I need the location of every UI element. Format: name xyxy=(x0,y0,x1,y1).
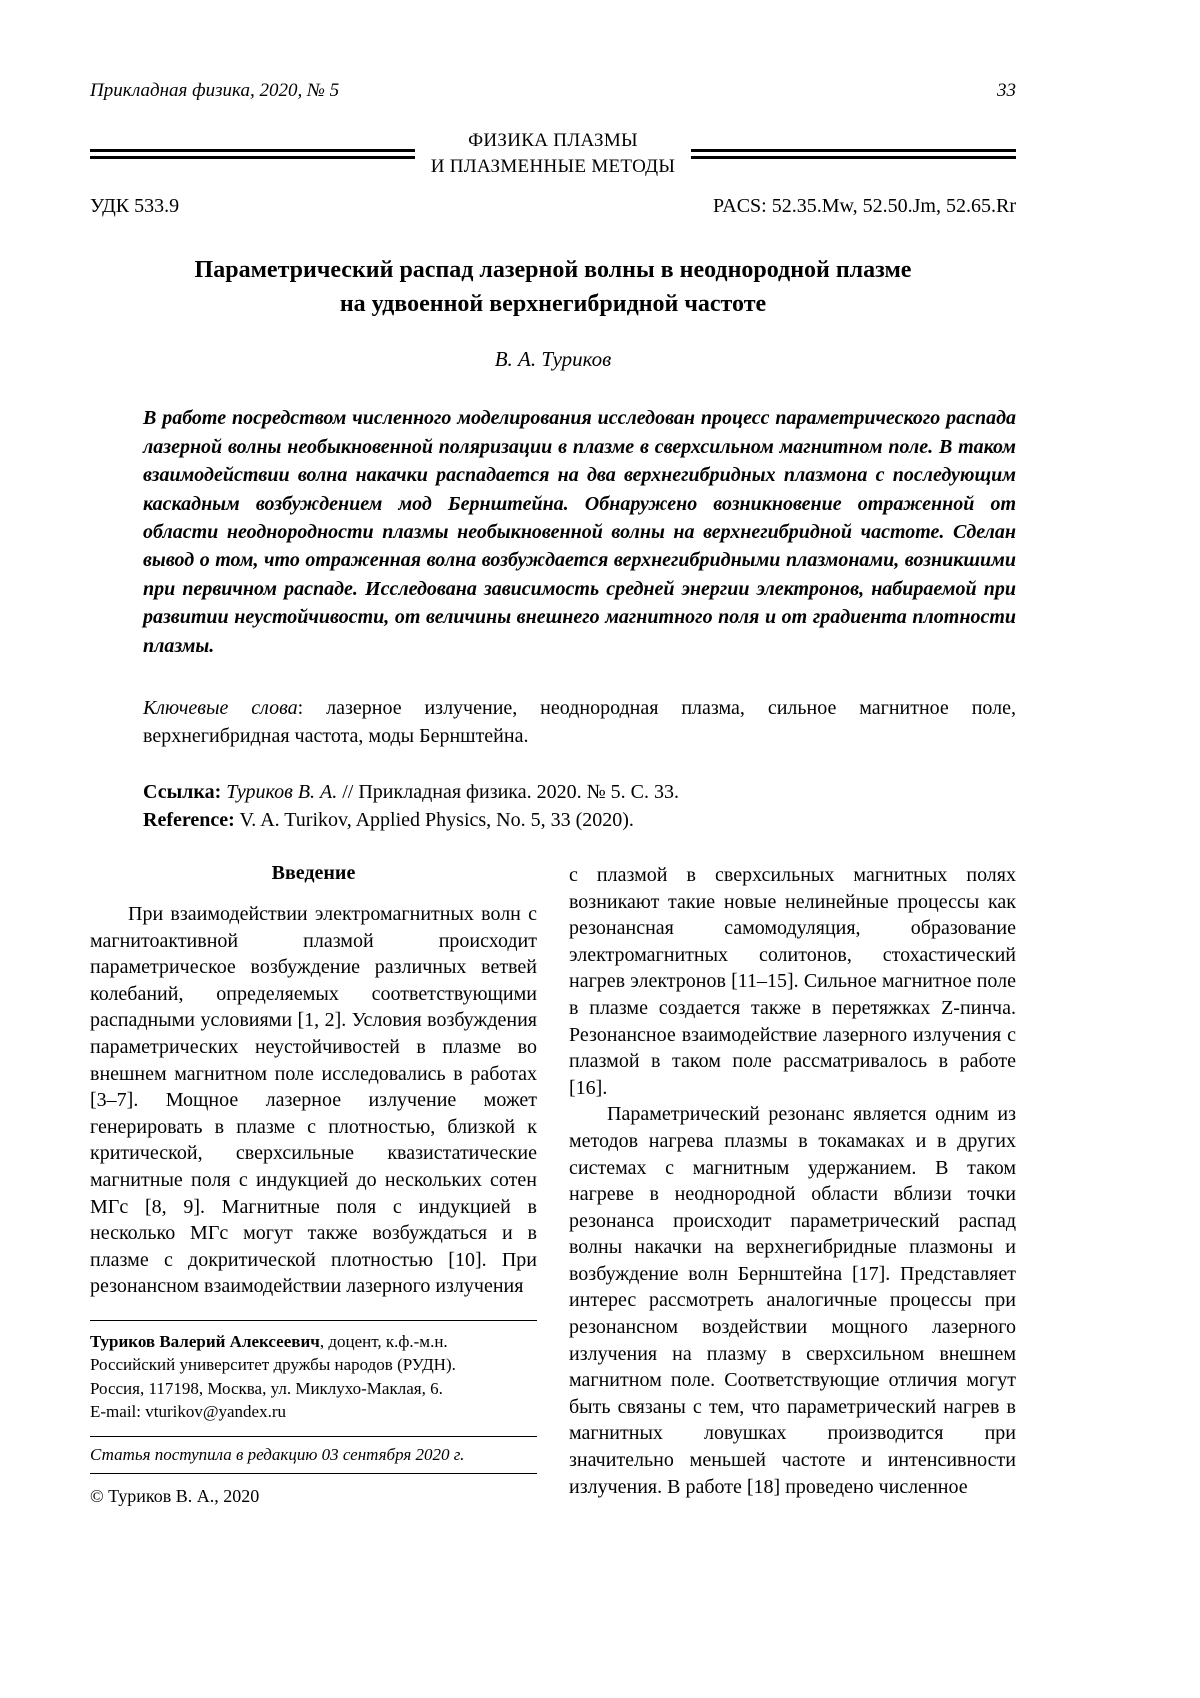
pacs-code: PACS: 52.35.Mw, 52.50.Jm, 52.65.Rr xyxy=(712,195,1016,218)
section-title-line1: ФИЗИКА ПЛАЗМЫ xyxy=(468,130,638,151)
intro-paragraph: При взаимодействии электромагнитных волн с магнитоактивной плазмой происходит параметрическое возбуждение различных ветвей колебаний, определяемых соответствующими распадными условиями [1, 2]. Условия возбуждения параметрических неустойчивостей в плазме во внешнем магнитном поле исследовались в работах [3–7]. Мощное лазерное излучение может генерировать в плазме с плотностью, близкой к критической, сверхсильные квазистатические магнитные поля с индукцией до нескольких сотен МГс [8, 9]. Магнитные поля с индукцией в несколько МГс могут также возбуждаться и в плазме с докритической плотностью [10]. При резонансном взаимодействии лазерного излучения xyxy=(90,902,537,1298)
author-name: В. А. Туриков xyxy=(494,347,612,372)
keywords xyxy=(143,694,1016,750)
left-column xyxy=(90,862,537,1507)
journal-reference: Прикладная физика, 2020, № 5 xyxy=(90,80,340,101)
right-column xyxy=(569,862,1016,1507)
citation-block xyxy=(143,778,1016,834)
page-number: 33 xyxy=(997,80,1016,101)
footnote-author-line xyxy=(90,1330,537,1353)
footnote-author-name: Туриков Валерий Алексеевич xyxy=(90,1331,320,1351)
double-rule-right xyxy=(691,149,1016,159)
article-title-line1: Параметрический распад лазерной волны в неоднородной плазме xyxy=(194,257,912,284)
author-footnote xyxy=(90,1320,537,1424)
codes-row xyxy=(90,195,1016,218)
abstract: В работе посредством численного моделирования исследован процесс параметрического распада лазерной волны необыкновенной поляризации в плазме в сверхсильном магнитном поле. В таком взаимодействии волна накачки распадается на два верхнегибридных плазмона с последующим каскадным возбуждением мод Бернштейна. Обнаружено возникновение отраженной от области неоднородности плазмы необыкновенной волны на верхнегибридной частоте. Сделан вывод о том, что отраженная волна возбуждается верхнегибридными плазмонами, возникшими при первичном распаде. Исследована зависимость средней энергии электронов, набираемой при развитии неустойчивости, от величины внешнего магнитного поля и от градиента плотности плазмы. xyxy=(143,407,1016,657)
double-rule-left xyxy=(90,149,415,159)
footnote-address: Россия, 117198, Москва, ул. Миклухо-Маклая, 6. xyxy=(90,1378,443,1398)
citation-ru-rest: // Прикладная физика. 2020. № 5. С. 33. xyxy=(342,780,680,803)
section-banner xyxy=(90,128,1016,179)
udk-code: УДК 533.9 xyxy=(90,195,180,218)
running-head xyxy=(90,80,1016,102)
received-note: Статья поступила в редакцию 03 сентября 2020 г. xyxy=(90,1436,537,1474)
footnote-email: E-mail: vturikov@yandex.ru xyxy=(90,1402,286,1422)
keywords-label: Ключевые слова xyxy=(143,696,298,719)
footnote-affiliation: Российский университет дружбы народов (РУДН). xyxy=(90,1355,456,1375)
citation-ru-label: Ссылка: xyxy=(143,780,222,803)
introduction-heading: Введение xyxy=(271,861,356,884)
copyright-line: © Туриков В. А., 2020 xyxy=(90,1485,260,1506)
citation-ru xyxy=(143,778,1016,806)
article-title-line2: на удвоенной верхнегибридной частоте xyxy=(339,290,767,317)
body-paragraph-continuation: с плазмой в сверхсильных магнитных полях возникают такие новые нелинейные процессы как резонансная самомодуляция, образование электромагнитных солитонов, стохастический нагрев электронов [11–15]. Сильное магнитное поле в плазме создается также в перетяжках Z-пинча. Резонансное взаимодействие лазерного излучения с плазмой в таком поле рассматривалось в работе [16]. xyxy=(569,863,1016,1099)
citation-en-rest: V. A. Turikov, Applied Physics, No. 5, 33 (2020). xyxy=(239,808,634,831)
keywords-text: : лазерное излучение, неоднородная плазма, сильное магнитное поле, верхнегибридная частота, моды Бернштейна. xyxy=(143,696,1016,747)
two-column-body xyxy=(90,862,1016,1507)
body-paragraph-2: Параметрический резонанс является одним из методов нагрева плазмы в токамаках и в других системах с магнитным удержанием. В таком нагреве в неоднородной области вблизи точки резонанса происходит параметрический распад волны накачки на верхнегибридные плазмоны и возбуждение волн Бернштейна [17]. Представляет интерес рассмотреть аналогичные процессы при резонансном воздействии мощного лазерного излучения на плазму в сверхсильном внешнем магнитном поле. Соответствующие отличия могут быть связаны с тем, что параметрический нагрев в магнитных ловушках производится при значительно меньшей частоте и интенсивности излучения. В работе [18] проведено численное xyxy=(569,1103,1016,1498)
footnote-author-degree: , доцент, к.ф.-м.н. xyxy=(319,1331,448,1351)
article-title xyxy=(90,254,1016,321)
section-title xyxy=(431,128,676,179)
citation-en xyxy=(143,806,1016,834)
section-title-line2: И ПЛАЗМЕННЫЕ МЕТОДЫ xyxy=(430,155,676,177)
citation-ru-author: Туриков В. А. xyxy=(226,780,338,803)
citation-en-label: Reference: xyxy=(143,808,235,831)
